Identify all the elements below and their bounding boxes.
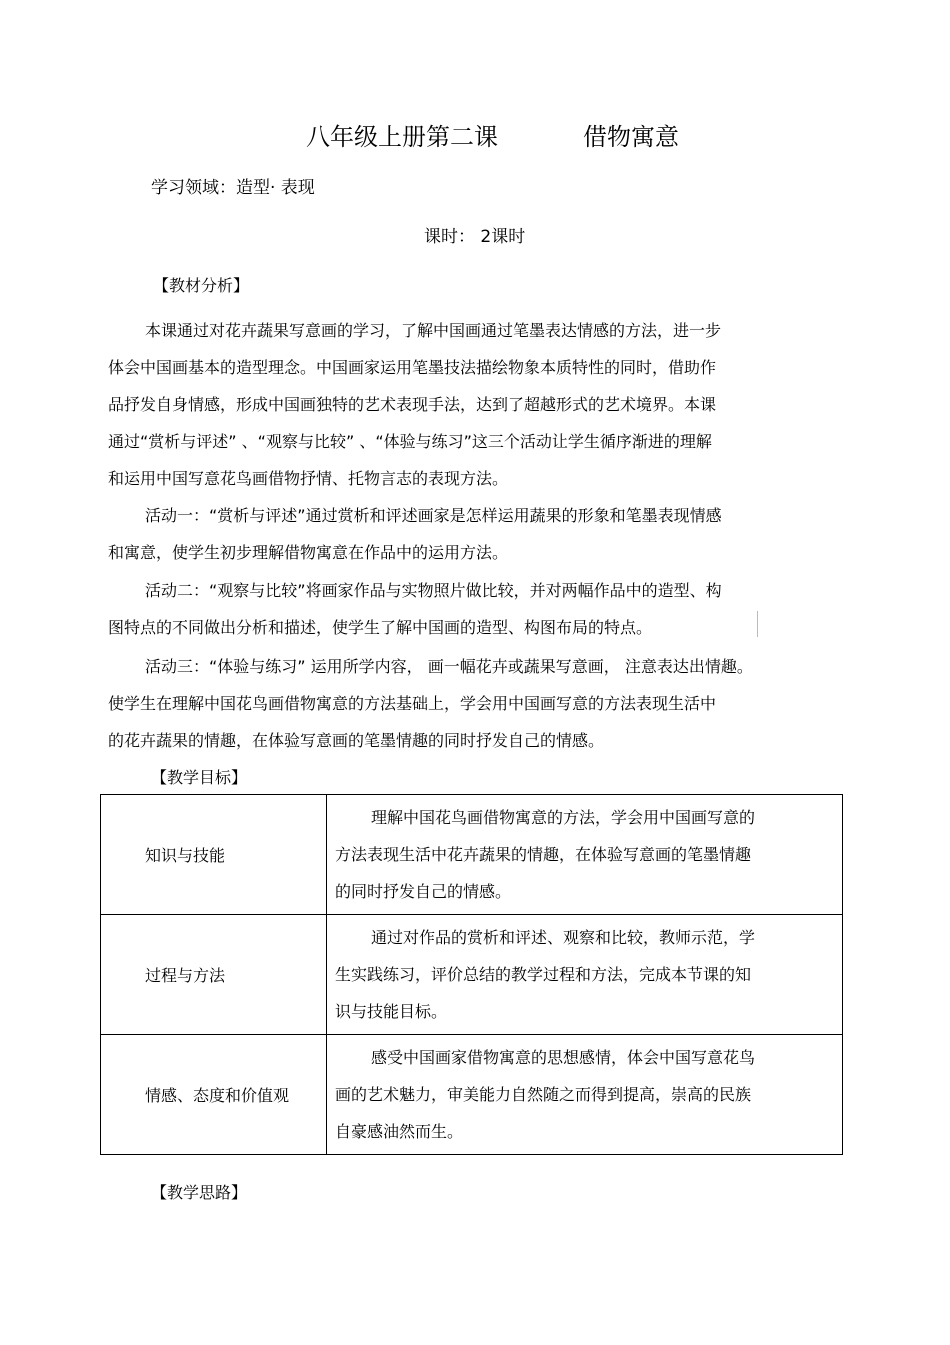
goal-line: 理解中国花鸟画借物寓意的方法，学会用中国画写意的	[371, 808, 756, 827]
class-hours: 课时： 2课时	[424, 227, 526, 247]
analysis-line: 活动二：“观察与比较”将画家作品与实物照片做比较，并对两幅作品中的造型、构	[145, 581, 722, 600]
goal-line: 的同时抒发自己的情感。	[335, 882, 512, 901]
section-heading-teaching-ideas: 【教学思路】	[151, 1183, 248, 1202]
page-subtitle: 借物寓意	[583, 123, 679, 151]
goal-line: 自豪感油然而生。	[335, 1122, 464, 1141]
goal-content	[327, 915, 843, 1035]
analysis-line: 和运用中国写意花鸟画借物抒情、托物言志的表现方法。	[108, 469, 509, 488]
goal-label: 情感、态度和价值观	[101, 1035, 327, 1155]
goal-label: 知识与技能	[101, 795, 327, 915]
analysis-line: 图特点的不同做出分析和描述，使学生了解中国画的造型、构图布局的特点。	[108, 618, 653, 637]
analysis-line: 使学生在理解中国花鸟画借物寓意的方法基础上，学会用中国画写意的方法表现生活中	[108, 694, 717, 713]
vertical-mark	[757, 611, 758, 637]
goal-line: 方法表现生活中花卉蔬果的情趣，在体验写意画的笔墨情趣	[335, 845, 752, 864]
goal-content	[327, 1035, 843, 1155]
section-heading-material-analysis: 【教材分析】	[153, 276, 250, 295]
learning-domain: 学习领域：造型· 表现	[151, 178, 315, 198]
goal-content	[327, 795, 843, 915]
goal-line: 识与技能目标。	[335, 1002, 448, 1021]
analysis-line: 的花卉蔬果的情趣，在体验写意画的笔墨情趣的同时抒发自己的情感。	[108, 731, 605, 750]
analysis-line: 品抒发自身情感，形成中国画独特的艺术表现手法，达到了超越形式的艺术境界。本课	[108, 395, 717, 414]
analysis-line: 活动三：“体验与练习” 运用所学内容， 画一幅花卉或蔬果写意画， 注意表达出情趣。	[145, 657, 753, 676]
table-row	[101, 1035, 843, 1155]
goal-line: 生实践练习，评价总结的教学过程和方法，完成本节课的知	[335, 965, 752, 984]
section-heading-teaching-goals: 【教学目标】	[151, 768, 248, 787]
goal-line: 感受中国画家借物寓意的思想感情，体会中国写意花鸟	[371, 1048, 756, 1067]
analysis-line: 体会中国画基本的造型理念。中国画家运用笔墨技法描绘物象本质特性的同时，借助作	[108, 358, 717, 377]
table-row	[101, 795, 843, 915]
analysis-line: 活动一：“赏析与评述”通过赏析和评述画家是怎样运用蔬果的形象和笔墨表现情感	[145, 506, 722, 525]
teaching-goals-table	[100, 794, 843, 1155]
goal-label: 过程与方法	[101, 915, 327, 1035]
analysis-line: 通过“赏析与评述” 、“观察与比较” 、“体验与练习”这三个活动让学生循序渐进的理解	[108, 432, 712, 451]
analysis-line: 本课通过对花卉蔬果写意画的学习，了解中国画通过笔墨表达情感的方法，进一步	[145, 321, 722, 340]
page-title: 八年级上册第二课	[306, 123, 498, 151]
table-row	[101, 915, 843, 1035]
goal-line: 通过对作品的赏析和评述、观察和比较，教师示范，学	[371, 928, 756, 947]
analysis-line: 和寓意，使学生初步理解借物寓意在作品中的运用方法。	[108, 543, 509, 562]
goal-line: 画的艺术魅力，审美能力自然随之而得到提高，崇高的民族	[335, 1085, 752, 1104]
